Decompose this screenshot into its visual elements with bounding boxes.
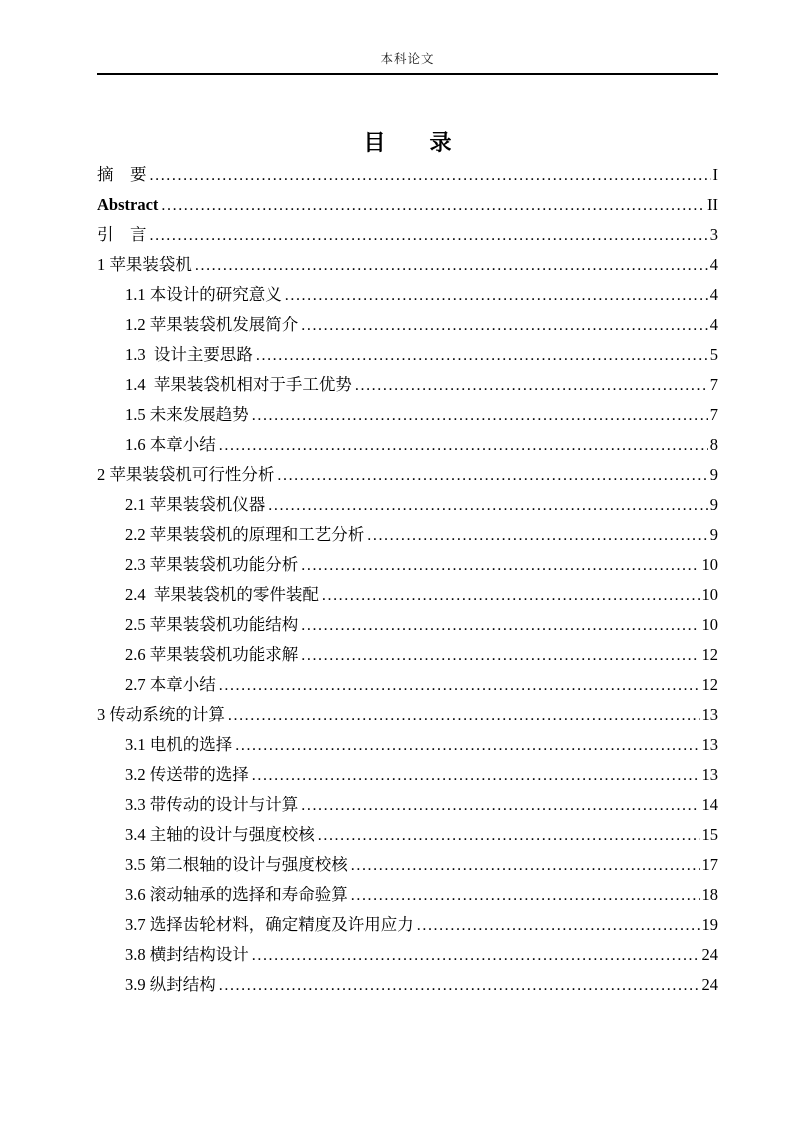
dot-leader: [268, 490, 708, 521]
dot-leader: [219, 430, 708, 461]
dot-leader: [228, 700, 700, 731]
toc-entry-page: 13: [701, 765, 718, 784]
toc-entry-page: 10: [701, 585, 718, 604]
toc-entry-label: 2.5 苹果装袋机功能结构: [125, 615, 299, 634]
dot-leader: [252, 940, 700, 971]
toc-entry-label: 2.7 本章小结: [125, 675, 216, 694]
dot-leader: [219, 670, 700, 701]
toc-entry-label: 1.5 未来发展趋势: [125, 405, 249, 424]
toc-entry-label: 3.3 带传动的设计与计算: [125, 795, 299, 814]
toc-entry-label: 1.6 本章小结: [125, 435, 216, 454]
dot-leader: [252, 760, 700, 791]
toc-entry[interactable]: [97, 940, 718, 970]
toc-entry[interactable]: [97, 670, 718, 700]
dot-leader: [256, 340, 708, 371]
toc-entry-page: II: [707, 195, 718, 214]
header-title: 本科论文: [380, 52, 435, 66]
toc-entry[interactable]: [97, 580, 718, 610]
dot-leader: [219, 970, 700, 1001]
dot-leader: [301, 550, 699, 581]
toc-entry-page: 9: [709, 495, 718, 514]
toc-entry-label: 1 苹果装袋机: [97, 255, 192, 274]
toc-entry-label: 2.6 苹果装袋机功能求解: [125, 645, 299, 664]
toc-entry-page: 7: [709, 405, 718, 424]
toc-entry-page: 24: [701, 945, 718, 964]
toc-entry-page: 9: [709, 525, 718, 544]
toc-entry-page: 4: [709, 285, 718, 304]
toc-entry-label: Abstract: [97, 195, 159, 214]
toc-entry[interactable]: [97, 640, 718, 670]
dot-leader: [195, 250, 708, 281]
toc-entry-label: 2.1 苹果装袋机仪器: [125, 495, 266, 514]
toc-entry[interactable]: [97, 850, 718, 880]
toc-entry[interactable]: [97, 460, 718, 490]
toc-entry-label: 1.2 苹果装袋机发展简介: [125, 315, 299, 334]
page-header: [97, 50, 718, 75]
toc-list: [97, 160, 718, 1000]
toc-entry-label: 3.8 横封结构设计: [125, 945, 249, 964]
toc-entry[interactable]: [97, 430, 718, 460]
dot-leader: [355, 370, 708, 401]
dot-leader: [285, 280, 708, 311]
dot-leader: [301, 790, 699, 821]
toc-entry-label: 3.4 主轴的设计与强度校核: [125, 825, 315, 844]
toc-entry[interactable]: [97, 280, 718, 310]
toc-entry[interactable]: [97, 310, 718, 340]
toc-entry-label: 3.7 选择齿轮材料，确定精度及许用应力: [125, 915, 414, 934]
toc-entry[interactable]: [97, 250, 718, 280]
toc-entry-page: 5: [709, 345, 718, 364]
toc-entry-page: 12: [701, 645, 718, 664]
dot-leader: [318, 820, 700, 851]
toc-entry[interactable]: [97, 190, 718, 220]
toc-entry[interactable]: [97, 820, 718, 850]
dot-leader: [301, 310, 708, 341]
toc-entry-page: 13: [701, 735, 718, 754]
toc-entry-page: 9: [709, 465, 718, 484]
toc-entry[interactable]: [97, 760, 718, 790]
toc-entry-label: 3.2 传送带的选择: [125, 765, 249, 784]
toc-entry[interactable]: [97, 220, 718, 250]
dot-leader: [150, 160, 711, 191]
dot-leader: [367, 520, 708, 551]
toc-entry-label: 3.5 第二根轴的设计与强度校核: [125, 855, 348, 874]
toc-entry-page: 13: [701, 705, 718, 724]
toc-entry-label: 摘 要: [97, 165, 147, 184]
toc-entry[interactable]: [97, 970, 718, 1000]
toc-entry-page: I: [712, 165, 718, 184]
toc-entry[interactable]: [97, 550, 718, 580]
toc-entry-page: 8: [709, 435, 718, 454]
toc-entry-label: 引 言: [97, 225, 147, 244]
dot-leader: [277, 460, 707, 491]
toc-entry-page: 10: [701, 555, 718, 574]
toc-entry[interactable]: [97, 340, 718, 370]
toc-entry[interactable]: [97, 730, 718, 760]
toc-entry[interactable]: [97, 910, 718, 940]
dot-leader: [351, 880, 700, 911]
toc-entry[interactable]: [97, 400, 718, 430]
toc-entry-label: 1.3 设计主要思路: [125, 345, 253, 364]
toc-title: 目 录: [363, 130, 452, 155]
toc-entry-label: 2.4 苹果装袋机的零件装配: [125, 585, 319, 604]
toc-entry[interactable]: [97, 160, 718, 190]
toc-entry-page: 15: [701, 825, 718, 844]
dot-leader: [150, 220, 708, 251]
toc-entry-page: 7: [709, 375, 718, 394]
dot-leader: [301, 610, 699, 641]
table-of-contents: [97, 128, 718, 1000]
toc-entry-label: 3 传动系统的计算: [97, 705, 225, 724]
dot-leader: [301, 640, 699, 671]
toc-entry-page: 4: [709, 315, 718, 334]
toc-entry-page: 3: [709, 225, 718, 244]
toc-entry-label: 2 苹果装袋机可行性分析: [97, 465, 275, 484]
dot-leader: [322, 580, 700, 611]
toc-entry-label: 3.9 纵封结构: [125, 975, 216, 994]
toc-entry-page: 17: [701, 855, 718, 874]
dot-leader: [417, 910, 700, 941]
toc-entry-label: 2.2 苹果装袋机的原理和工艺分析: [125, 525, 365, 544]
toc-entry[interactable]: [97, 610, 718, 640]
toc-entry-label: 2.3 苹果装袋机功能分析: [125, 555, 299, 574]
toc-entry-page: 4: [709, 255, 718, 274]
toc-entry-page: 19: [701, 915, 718, 934]
dot-leader: [252, 400, 708, 431]
toc-entry[interactable]: [97, 490, 718, 520]
toc-entry[interactable]: [97, 700, 718, 730]
toc-entry-label: 3.1 电机的选择: [125, 735, 233, 754]
toc-entry-label: 1.1 本设计的研究意义: [125, 285, 282, 304]
toc-entry-label: 1.4 苹果装袋机相对于手工优势: [125, 375, 352, 394]
toc-entry-label: 3.6 滚动轴承的选择和寿命验算: [125, 885, 348, 904]
toc-entry[interactable]: [97, 880, 718, 910]
toc-entry-page: 18: [701, 885, 718, 904]
toc-entry[interactable]: [97, 370, 718, 400]
toc-entry-page: 12: [701, 675, 718, 694]
dot-leader: [235, 730, 699, 761]
toc-entry[interactable]: [97, 790, 718, 820]
toc-entry[interactable]: [97, 520, 718, 550]
toc-entry-page: 14: [701, 795, 718, 814]
toc-entry-page: 24: [701, 975, 718, 994]
dot-leader: [351, 850, 700, 881]
dot-leader: [161, 190, 705, 221]
toc-entry-page: 10: [701, 615, 718, 634]
